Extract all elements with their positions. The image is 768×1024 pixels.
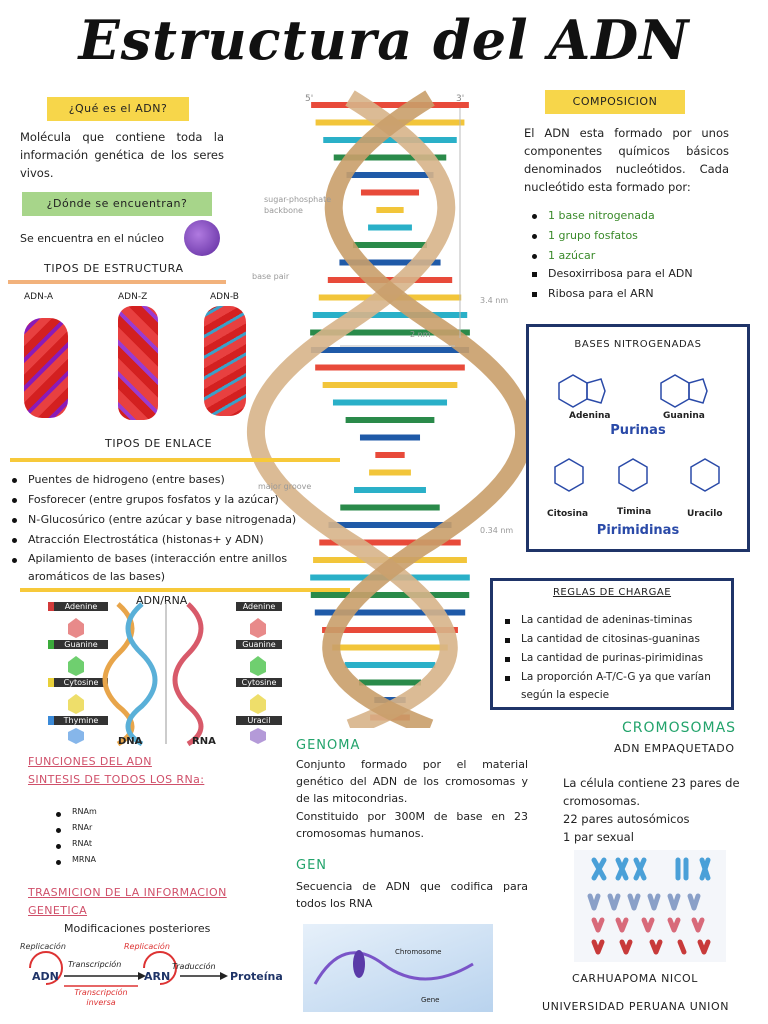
tipos-estructura-underline [8,280,226,284]
karyotype-image [574,850,726,962]
funciones-heading-line1: FUNCIONES DEL ADN [28,755,152,768]
genoma-heading: GENOMA [296,738,361,753]
list-item: Apilamiento de bases (interacción entre anillos aromáticos de las bases) [10,550,350,586]
tipos-enlace-underline [10,458,340,462]
gene-label: Gene [421,996,440,1004]
proteina-node: Proteína [230,970,283,983]
helix-rung [369,470,411,476]
author-name: CARHUAPOMA NICOL [572,972,699,985]
adn-rna-underline [20,588,350,592]
list-item: 1 grupo fosfatos [530,226,655,246]
bases-nitrogenadas-panel [526,324,750,552]
base-label-thymine-left: Thymine [48,716,108,725]
structure-label-b: ADN-B [210,292,239,302]
helix-rung [311,347,469,353]
pyrimidine-structures [529,453,747,513]
chromosome-illustration [303,924,493,1012]
timina-label: Timina [617,507,652,517]
list-item: RNAm [54,804,97,820]
helix-rung [323,137,457,143]
gene-chromosome-image [303,924,493,1012]
bases-heading: BASES NITROGENADAS [574,339,702,350]
genoma-text-2: Constituido por 300M de base en 23 cromosomas humanos. [296,810,528,840]
list-item: RNAr [54,820,97,836]
guanina-label: Guanina [663,411,705,421]
base-pair-label: base pair [252,272,290,281]
citosina-label: Citosina [547,509,589,519]
gen-text: Secuencia de ADN que codifica para todos los RNA [296,880,528,910]
funciones-list [54,804,97,868]
helix-rung [375,452,404,458]
helix-rung [346,417,435,423]
helix-rung [311,592,469,598]
que-es-text: Molécula que contiene toda la información genética de los seres vivos. [20,130,224,180]
base-label-uracil-right: Uracil [236,716,282,725]
adn-a-image [24,318,68,418]
list-item: Ribosa para el ARN [530,284,693,304]
list-item: MRNA [54,852,97,868]
gen-heading: GEN [296,858,328,873]
tipos-enlace-heading: TIPOS DE ENLACE [105,437,213,450]
adenina-label: Adenina [569,411,611,421]
base-label-cytosine-left: Cytosine [48,678,108,687]
adn-rna-heading: ADN/RNA [136,594,188,607]
sugar-backbone-label: sugar-phosphate backbone [264,195,332,215]
uracilo-label: Uracilo [687,509,723,519]
donde-heading: ¿Dónde se encuentran? [22,192,212,216]
chargae-heading: REGLAS DE CHARGAE [552,587,672,598]
adn-node: ADN [32,970,59,983]
page-title: Estructura del ADN [78,8,690,72]
helix-rung [359,680,421,686]
cromosomas-line-1: La célula contiene 23 pares de cromosomas. [563,776,740,808]
chromosome-label: Chromosome [395,948,442,956]
list-item: 1 azúcar [530,246,655,266]
list-item: Puentes de hidrogeno (entre bases) [10,470,350,490]
donde-text: Se encuentra en el núcleo [20,232,164,245]
helix-rung [340,505,439,511]
inversa-label: Transcripción inversa [74,988,128,1007]
traduccion-label: Traducción [172,962,216,971]
cromosomas-line-3: 1 par sexual [563,830,634,844]
base-label-guanine-left: Guanine [48,640,108,649]
adn-z-image [118,306,158,420]
rna-label: RNA [192,736,216,747]
chargae-list [503,611,729,704]
base-label-cytosine-right: Cytosine [236,678,282,687]
helix-rung [376,207,403,213]
nucleus-icon [184,220,220,256]
arn-node: ARN [144,970,171,983]
adn-b-image [204,306,246,416]
prime-3-label: 3' [456,94,465,104]
composicion-heading: COMPOSICION [545,90,685,114]
cromosomas-line-2: 22 pares autosómicos [563,812,690,826]
nm34-label: 3.4 nm [480,296,509,305]
purinas-label: Purinas [610,423,666,438]
prime-5-label: 5' [305,94,314,104]
replicacion-right: Replicación [124,942,170,951]
tipos-estructura-heading: TIPOS DE ESTRUCTURA [44,262,184,275]
list-item: 1 base nitrogenada [530,206,655,226]
helix-rung [313,312,467,318]
nm2-label: 2 nm [410,330,431,339]
helix-rung [353,242,427,248]
composicion-text: El ADN esta formado por unos componentes químicos básicos denominados nucleótidos. Cada nucleótido esta formado por: [524,126,729,194]
structure-label-a: ADN-A [24,292,54,302]
cromosomas-heading: CROMOSOMAS [622,720,737,736]
major-groove-label: major groove [258,482,312,491]
list-item: Desoxirribosa para el ADN [530,264,693,284]
transmision-heading [28,884,227,920]
dna-label: DNA [118,736,143,747]
helix-rung [361,190,419,196]
transmision-heading-line1: TRASMICION DE LA INFORMACION [28,886,227,899]
transcripcion-label: Transcripción [68,960,122,969]
karyotype-illustration [574,850,726,962]
cromosomas-sub: ADN EMPAQUETADO [614,742,735,755]
list-item: N-Glucosúrico (entre azúcar y base nitrogenada) [10,510,350,530]
list-item: Atracción Electrostática (histonas+ y ADN) [10,530,350,550]
adn-rna-panel [36,598,286,748]
nm034-label: 0.34 nm [480,526,514,535]
helix-rung [345,662,436,668]
helix-rung [360,435,420,441]
structure-label-z: ADN-Z [118,292,148,302]
university-name: UNIVERSIDAD PERUANA UNION [542,1000,730,1013]
modificaciones-label: Modificaciones posteriores [64,922,211,935]
que-es-heading: ¿Qué es el ADN? [47,97,189,121]
helix-rung [333,400,447,406]
list-item: La cantidad de adeninas-timinas [503,611,729,630]
helix-rung [315,365,465,371]
funciones-heading [28,753,204,789]
chargae-panel [490,578,734,710]
helix-rung [347,172,434,178]
replicacion-left: Replicación [20,942,66,951]
list-item: Fosforecer (entre grupos fosfatos y la azúcar) [10,490,350,510]
helix-rung [354,487,426,493]
helix-rung [332,645,448,651]
base-label-adenine-left: Adenine [48,602,108,611]
dna-rna-helix-icons [36,598,286,748]
list-item: La cantidad de citosinas-guaninas [503,630,729,649]
genoma-text-1: Conjunto formado por el material genético del ADN de los cromosomas y de las mitocondrias. [296,758,528,805]
pirimidinas-label: Pirimidinas [596,523,680,538]
base-label-guanine-right: Guanine [236,640,282,649]
composicion-green-list [530,206,655,266]
helix-rung [311,102,469,108]
funciones-heading-line2: SINTESIS DE TODOS LOS RNa: [28,773,205,786]
enlace-list [10,470,350,586]
helix-rung [368,225,412,231]
list-item: RNAt [54,836,97,852]
transmision-heading-line2: GENETICA [28,904,88,917]
list-item: La proporción A-T/C-G ya que varían según la especie [503,668,729,704]
helix-rung [323,382,458,388]
composicion-black-list [530,264,693,304]
list-item: La cantidad de purinas-pirimidinas [503,649,729,668]
base-label-adenine-right: Adenine [236,602,282,611]
